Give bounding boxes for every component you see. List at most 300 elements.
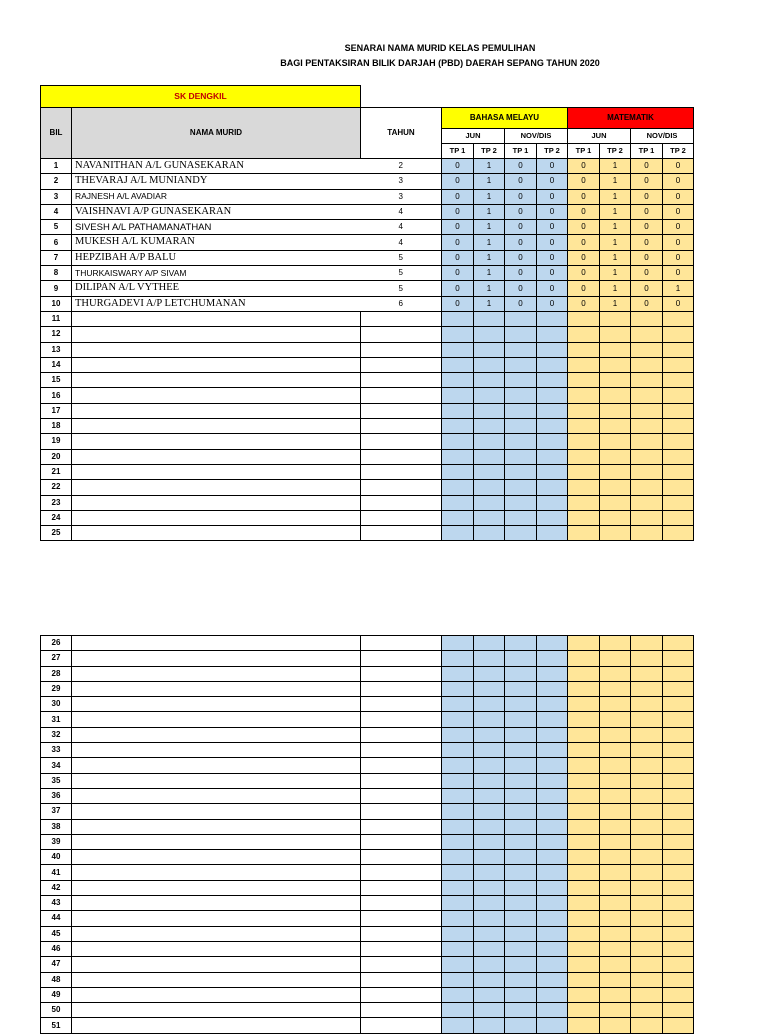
empty-row	[41, 1018, 694, 1033]
bm-score-cell	[537, 788, 568, 803]
student-row	[41, 174, 694, 189]
bm-score-cell	[474, 834, 505, 849]
student-name	[72, 1003, 361, 1018]
mt-jun: JUN	[568, 129, 631, 144]
mt-score-cell	[568, 788, 600, 803]
empty-row	[41, 972, 694, 987]
mt-score-cell	[568, 941, 600, 956]
row-number: 44	[41, 911, 72, 926]
bm-score-cell	[505, 510, 537, 525]
mt-score-cell	[631, 819, 663, 834]
mt-score-cell	[600, 773, 631, 788]
bm-score-cell	[537, 941, 568, 956]
student-tahun	[361, 449, 442, 464]
mt-score-cell: 0	[631, 159, 663, 174]
mt-score-cell: 0	[631, 174, 663, 189]
bm-score-cell: 0	[442, 281, 474, 296]
mt-score-cell: 0	[663, 296, 694, 311]
student-name	[72, 850, 361, 865]
student-name	[72, 357, 361, 372]
mt-score-cell	[663, 342, 694, 357]
mt-score-cell	[663, 434, 694, 449]
row-number: 16	[41, 388, 72, 403]
student-row	[41, 250, 694, 265]
mt-score-cell	[631, 449, 663, 464]
empty-row	[41, 373, 694, 388]
bm-score-cell	[474, 697, 505, 712]
bm-score-cell	[442, 495, 474, 510]
bm-score-cell	[474, 651, 505, 666]
bm-score-cell: 0	[442, 220, 474, 235]
bm-score-cell: 0	[505, 189, 537, 204]
row-number: 23	[41, 495, 72, 510]
bm-score-cell	[537, 727, 568, 742]
student-tahun	[361, 651, 442, 666]
mt-score-cell	[568, 464, 600, 479]
mt-score-cell	[631, 681, 663, 696]
mt-score-cell	[663, 651, 694, 666]
tp-header: TP 1	[442, 144, 474, 159]
bm-score-cell	[474, 373, 505, 388]
mt-score-cell: 1	[600, 189, 631, 204]
student-name	[72, 880, 361, 895]
student-name: MUKESH A/L KUMARAN	[72, 235, 361, 250]
row-number: 28	[41, 666, 72, 681]
bm-score-cell	[505, 896, 537, 911]
bm-score-cell	[474, 327, 505, 342]
bm-score-cell	[537, 850, 568, 865]
mt-score-cell	[663, 357, 694, 372]
empty-row	[41, 697, 694, 712]
student-tahun	[361, 941, 442, 956]
bm-score-cell	[474, 773, 505, 788]
student-name	[72, 651, 361, 666]
bm-score-cell	[474, 758, 505, 773]
student-name	[72, 666, 361, 681]
bm-score-cell	[474, 636, 505, 651]
empty-row	[41, 388, 694, 403]
row-number: 11	[41, 311, 72, 326]
bm-score-cell: 0	[505, 159, 537, 174]
bm-score-cell	[474, 526, 505, 541]
row-number: 2	[41, 174, 72, 189]
student-row	[41, 296, 694, 311]
student-name	[72, 342, 361, 357]
bm-score-cell	[442, 804, 474, 819]
student-tahun	[361, 419, 442, 434]
row-number: 5	[41, 220, 72, 235]
bm-score-cell	[537, 342, 568, 357]
bm-score-cell: 0	[442, 204, 474, 219]
bm-score-cell: 0	[505, 266, 537, 281]
bm-score-cell	[474, 403, 505, 418]
bm-score-cell	[474, 666, 505, 681]
empty-row	[41, 788, 694, 803]
bm-score-cell	[474, 865, 505, 880]
row-number: 4	[41, 204, 72, 219]
row-number: 24	[41, 510, 72, 525]
bm-score-cell	[537, 434, 568, 449]
student-name	[72, 388, 361, 403]
student-name: HEPZIBAH A/P BALU	[72, 250, 361, 265]
bm-jun: JUN	[442, 129, 505, 144]
bm-score-cell	[537, 743, 568, 758]
bm-score-cell: 0	[537, 220, 568, 235]
mt-score-cell: 0	[631, 250, 663, 265]
bm-score-cell	[505, 911, 537, 926]
mt-score-cell	[568, 896, 600, 911]
empty-row	[41, 865, 694, 880]
bm-score-cell	[474, 681, 505, 696]
bm-score-cell: 1	[474, 159, 505, 174]
bm-novdis: NOV/DIS	[505, 129, 568, 144]
mt-score-cell: 1	[600, 281, 631, 296]
student-row	[41, 235, 694, 250]
mt-score-cell	[663, 666, 694, 681]
bm-score-cell	[537, 804, 568, 819]
mt-score-cell	[568, 388, 600, 403]
bm-score-cell	[474, 311, 505, 326]
student-tahun	[361, 311, 442, 326]
bm-score-cell	[505, 972, 537, 987]
mt-score-cell	[631, 712, 663, 727]
bm-score-cell	[505, 357, 537, 372]
student-name: THEVARAJ A/L MUNIANDY	[72, 174, 361, 189]
empty-row	[41, 926, 694, 941]
bm-score-cell	[505, 804, 537, 819]
bm-score-cell	[442, 388, 474, 403]
row-number: 34	[41, 758, 72, 773]
mt-score-cell	[631, 850, 663, 865]
row-number: 46	[41, 941, 72, 956]
empty-row	[41, 449, 694, 464]
mt-score-cell	[600, 464, 631, 479]
student-name	[72, 495, 361, 510]
mt-score-cell	[663, 419, 694, 434]
mt-score-cell	[600, 495, 631, 510]
bm-score-cell	[505, 880, 537, 895]
mt-score-cell	[568, 636, 600, 651]
bm-score-cell	[537, 880, 568, 895]
bm-score-cell	[537, 1003, 568, 1018]
bm-score-cell: 1	[474, 204, 505, 219]
student-tahun	[361, 758, 442, 773]
mt-score-cell: 1	[600, 296, 631, 311]
mt-score-cell	[663, 972, 694, 987]
bm-score-cell	[442, 526, 474, 541]
row-number: 37	[41, 804, 72, 819]
bm-score-cell	[474, 727, 505, 742]
mt-score-cell: 1	[663, 281, 694, 296]
bm-score-cell	[442, 941, 474, 956]
bm-score-cell	[442, 773, 474, 788]
col-matematik: MATEMATIK	[568, 108, 694, 129]
bm-score-cell	[537, 327, 568, 342]
mt-score-cell	[663, 712, 694, 727]
bm-score-cell	[505, 327, 537, 342]
bm-score-cell	[474, 434, 505, 449]
bm-score-cell	[442, 1003, 474, 1018]
student-name	[72, 926, 361, 941]
mt-score-cell: 0	[631, 204, 663, 219]
row-number: 26	[41, 636, 72, 651]
bm-score-cell	[442, 449, 474, 464]
bm-score-cell: 1	[474, 296, 505, 311]
mt-score-cell	[600, 666, 631, 681]
mt-score-cell	[600, 804, 631, 819]
bm-score-cell	[442, 357, 474, 372]
col-bil: BIL	[41, 108, 72, 159]
bm-score-cell	[474, 957, 505, 972]
row-number: 3	[41, 189, 72, 204]
bm-score-cell	[537, 357, 568, 372]
mt-score-cell: 1	[600, 204, 631, 219]
student-tahun	[361, 911, 442, 926]
bm-score-cell	[505, 865, 537, 880]
mt-score-cell	[600, 434, 631, 449]
student-name	[72, 419, 361, 434]
row-number: 32	[41, 727, 72, 742]
mt-score-cell	[663, 636, 694, 651]
mt-score-cell	[631, 651, 663, 666]
student-name	[72, 758, 361, 773]
bm-score-cell	[442, 758, 474, 773]
mt-score-cell	[568, 327, 600, 342]
student-tahun: 5	[361, 281, 442, 296]
bm-score-cell	[442, 743, 474, 758]
bm-score-cell: 1	[474, 220, 505, 235]
bm-score-cell	[442, 865, 474, 880]
row-number: 8	[41, 266, 72, 281]
row-number: 6	[41, 235, 72, 250]
bm-score-cell	[505, 495, 537, 510]
student-name	[72, 972, 361, 987]
student-tahun	[361, 727, 442, 742]
mt-score-cell	[600, 972, 631, 987]
student-tahun	[361, 373, 442, 388]
student-tahun: 2	[361, 159, 442, 174]
bm-score-cell	[442, 850, 474, 865]
student-tahun	[361, 957, 442, 972]
mt-score-cell	[663, 1003, 694, 1018]
bm-score-cell: 1	[474, 189, 505, 204]
bm-score-cell	[442, 880, 474, 895]
col-nama: NAMA MURID	[72, 108, 361, 159]
student-name: NAVANITHAN A/L GUNASEKARAN	[72, 159, 361, 174]
empty-row	[41, 880, 694, 895]
bm-score-cell	[537, 911, 568, 926]
empty-row	[41, 743, 694, 758]
bm-score-cell: 1	[474, 250, 505, 265]
bm-score-cell	[505, 342, 537, 357]
bm-score-cell	[505, 480, 537, 495]
bm-score-cell: 0	[537, 204, 568, 219]
student-name	[72, 819, 361, 834]
bm-score-cell	[537, 896, 568, 911]
mt-score-cell	[631, 957, 663, 972]
student-name	[72, 911, 361, 926]
student-name	[72, 773, 361, 788]
student-tahun	[361, 896, 442, 911]
mt-score-cell	[568, 987, 600, 1002]
mt-score-cell	[631, 834, 663, 849]
bm-score-cell: 0	[442, 235, 474, 250]
row-number: 35	[41, 773, 72, 788]
student-name	[72, 712, 361, 727]
student-name	[72, 526, 361, 541]
bm-score-cell	[537, 819, 568, 834]
col-bahasa-melayu: BAHASA MELAYU	[442, 108, 568, 129]
mt-score-cell	[663, 896, 694, 911]
mt-score-cell	[663, 911, 694, 926]
tp-header: TP 2	[537, 144, 568, 159]
mt-novdis: NOV/DIS	[631, 129, 694, 144]
mt-score-cell	[663, 311, 694, 326]
mt-score-cell	[631, 357, 663, 372]
mt-score-cell: 0	[568, 250, 600, 265]
mt-score-cell	[631, 419, 663, 434]
row-number: 7	[41, 250, 72, 265]
bm-score-cell: 1	[474, 235, 505, 250]
student-name	[72, 1018, 361, 1033]
mt-score-cell	[631, 911, 663, 926]
bm-score-cell	[505, 819, 537, 834]
mt-score-cell	[568, 681, 600, 696]
mt-score-cell	[663, 819, 694, 834]
mt-score-cell: 0	[663, 189, 694, 204]
mt-score-cell	[631, 311, 663, 326]
mt-score-cell	[663, 758, 694, 773]
bm-score-cell	[505, 434, 537, 449]
bm-score-cell	[442, 464, 474, 479]
mt-score-cell	[568, 712, 600, 727]
bm-score-cell: 0	[537, 189, 568, 204]
student-name: VAISHNAVI A/P GUNASEKARAN	[72, 204, 361, 219]
bm-score-cell	[474, 357, 505, 372]
mt-score-cell: 1	[600, 266, 631, 281]
mt-score-cell	[568, 666, 600, 681]
school-name: SK DENGKIL	[41, 86, 361, 108]
mt-score-cell: 0	[568, 296, 600, 311]
mt-score-cell	[568, 911, 600, 926]
mt-score-cell	[600, 788, 631, 803]
mt-score-cell	[663, 480, 694, 495]
student-row	[41, 266, 694, 281]
mt-score-cell	[631, 896, 663, 911]
mt-score-cell	[631, 758, 663, 773]
mt-score-cell	[600, 727, 631, 742]
bm-score-cell	[442, 651, 474, 666]
bm-score-cell: 0	[505, 250, 537, 265]
mt-score-cell	[631, 464, 663, 479]
row-number: 41	[41, 865, 72, 880]
bm-score-cell: 0	[442, 189, 474, 204]
student-tahun	[361, 773, 442, 788]
mt-score-cell	[663, 773, 694, 788]
bm-score-cell: 0	[505, 204, 537, 219]
mt-score-cell	[631, 526, 663, 541]
student-tahun	[361, 480, 442, 495]
bm-score-cell	[505, 957, 537, 972]
student-tahun	[361, 403, 442, 418]
mt-score-cell	[663, 850, 694, 865]
mt-score-cell	[663, 788, 694, 803]
mt-score-cell	[631, 743, 663, 758]
student-tahun	[361, 464, 442, 479]
student-tahun	[361, 434, 442, 449]
student-tahun	[361, 804, 442, 819]
student-name	[72, 987, 361, 1002]
mt-score-cell	[631, 804, 663, 819]
mt-score-cell	[568, 510, 600, 525]
mt-score-cell	[568, 419, 600, 434]
mt-score-cell: 0	[663, 159, 694, 174]
mt-score-cell	[568, 651, 600, 666]
row-number: 42	[41, 880, 72, 895]
bm-score-cell	[505, 712, 537, 727]
mt-score-cell	[568, 834, 600, 849]
mt-score-cell: 0	[631, 266, 663, 281]
mt-score-cell	[631, 880, 663, 895]
student-name	[72, 788, 361, 803]
bm-score-cell	[537, 495, 568, 510]
bm-score-cell	[442, 510, 474, 525]
bm-score-cell: 0	[442, 250, 474, 265]
student-tahun	[361, 712, 442, 727]
mt-score-cell	[568, 342, 600, 357]
bm-score-cell	[537, 681, 568, 696]
mt-score-cell	[600, 1018, 631, 1033]
mt-score-cell	[600, 327, 631, 342]
bm-score-cell	[505, 727, 537, 742]
row-number: 25	[41, 526, 72, 541]
bm-score-cell	[505, 311, 537, 326]
student-name	[72, 373, 361, 388]
bm-score-cell	[537, 987, 568, 1002]
report-title-line2: BAGI PENTAKSIRAN BILIK DARJAH (PBD) DAERAH SEPANG TAHUN 2020	[280, 58, 600, 68]
bm-score-cell	[474, 941, 505, 956]
mt-score-cell	[600, 697, 631, 712]
student-table	[40, 85, 694, 541]
mt-score-cell	[568, 773, 600, 788]
row-number: 38	[41, 819, 72, 834]
empty-row	[41, 495, 694, 510]
mt-score-cell	[600, 819, 631, 834]
bm-score-cell	[442, 1018, 474, 1033]
empty-row	[41, 311, 694, 326]
mt-score-cell	[663, 464, 694, 479]
mt-score-cell	[631, 788, 663, 803]
mt-score-cell	[631, 636, 663, 651]
bm-score-cell	[442, 311, 474, 326]
student-name	[72, 636, 361, 651]
mt-score-cell: 0	[631, 235, 663, 250]
mt-score-cell	[631, 727, 663, 742]
bm-score-cell	[505, 773, 537, 788]
tp-header: TP 1	[505, 144, 537, 159]
bm-score-cell	[505, 1018, 537, 1033]
mt-score-cell	[663, 1018, 694, 1033]
mt-score-cell: 0	[568, 266, 600, 281]
bm-score-cell	[442, 342, 474, 357]
empty-row	[41, 357, 694, 372]
mt-score-cell	[568, 495, 600, 510]
bm-score-cell	[505, 743, 537, 758]
bm-score-cell	[442, 403, 474, 418]
mt-score-cell: 1	[600, 174, 631, 189]
empty-row	[41, 804, 694, 819]
empty-row	[41, 850, 694, 865]
